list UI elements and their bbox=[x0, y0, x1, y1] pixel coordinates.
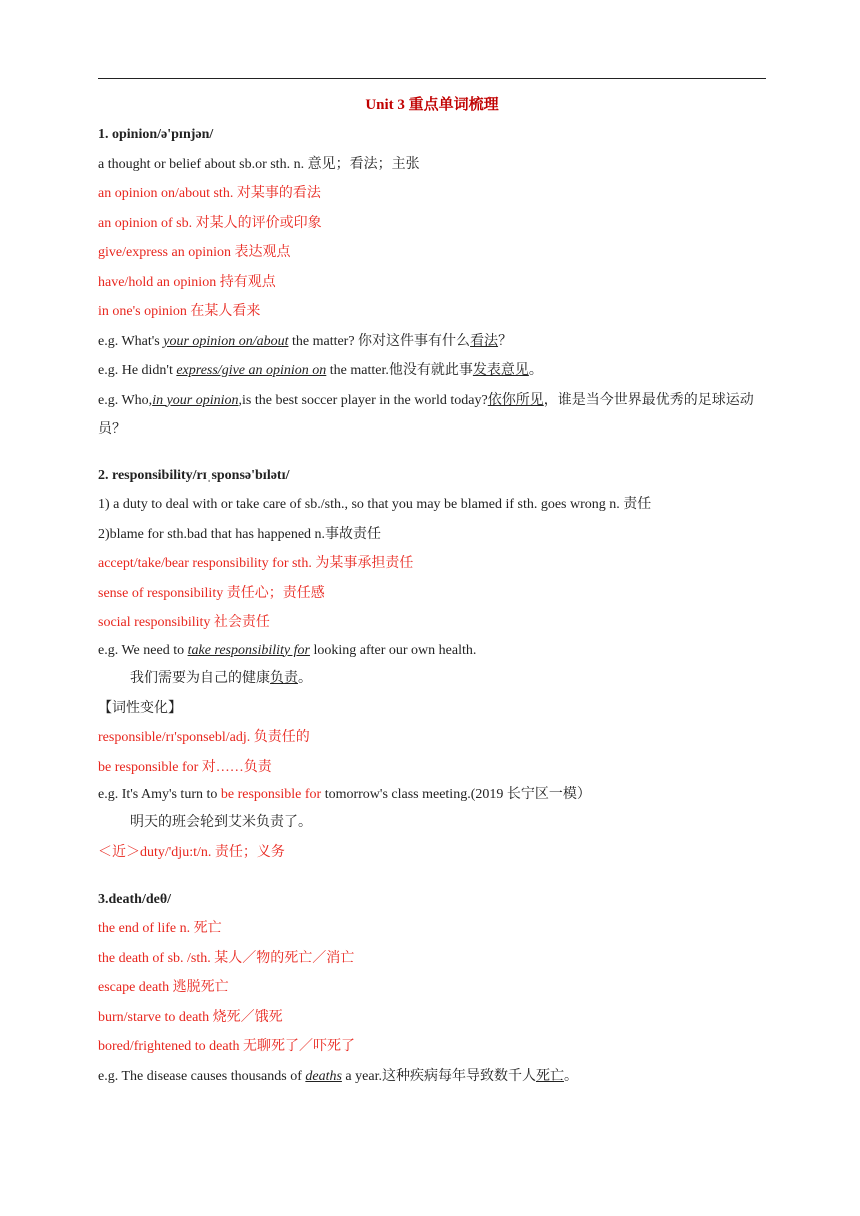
word-forms-heading: 【词性变化】 bbox=[98, 700, 182, 716]
definition: 1) a duty to deal with or take care of sb./sth., so that you may be blamed if sth. goes wrong n. 责任 bbox=[98, 497, 652, 512]
entry-heading-death: 3.death/deθ/ bbox=[98, 891, 172, 907]
example-sentence: e.g. He didn't express/give an opinion on the matter.他没有就此事发表意见。 bbox=[98, 363, 543, 378]
phrase: an opinion of sb. 对某人的评价或印象 bbox=[98, 215, 322, 231]
document-body bbox=[98, 94, 766, 1091]
example-sentence: e.g. Who,in your opinion,is the best soccer player in the world today?依你所见，谁是当今世界最优秀的足球运动员？ bbox=[98, 392, 754, 437]
phrase: escape death 逃脱死亡 bbox=[98, 980, 229, 995]
page-title: Unit 3 重点单词梳理 bbox=[365, 97, 499, 113]
entry-heading-opinion: 1. opinion/ə'pɪnjən/ bbox=[98, 127, 214, 142]
example-translation: 我们需要为自己的健康负责。 bbox=[130, 670, 312, 686]
phrase: the end of life n. 死亡 bbox=[98, 921, 222, 936]
example-translation: 明天的班会轮到艾米负责了。 bbox=[130, 815, 312, 830]
phrase: bored/frightened to death 无聊死了／吓死了 bbox=[98, 1039, 356, 1054]
definition: 2)blame for sth.bad that has happened n.事故责任 bbox=[98, 526, 382, 542]
phrase: sense of responsibility 责任心；责任感 bbox=[98, 585, 325, 601]
definition: a thought or belief about sb.or sth. n. 意见；看法；主张 bbox=[98, 156, 420, 172]
phrase: in one's opinion 在某人看来 bbox=[98, 304, 261, 319]
phrase: give/express an opinion 表达观点 bbox=[98, 245, 291, 260]
phrase: burn/starve to death 烧死／饿死 bbox=[98, 1009, 283, 1025]
phrase: accept/take/bear responsibility for sth. 为某事承担责任 bbox=[98, 556, 414, 571]
word-form: responsible/rɪ'sponsebl/adj. 负责任的 bbox=[98, 730, 310, 745]
phrase: an opinion on/about sth. 对某事的看法 bbox=[98, 186, 321, 201]
phrase: the death of sb. /sth. 某人／物的死亡／消亡 bbox=[98, 950, 355, 966]
example-sentence: e.g. We need to take responsibility for looking after our own health. bbox=[98, 642, 477, 658]
header-rule bbox=[98, 78, 766, 79]
phrase: have/hold an opinion 持有观点 bbox=[98, 274, 276, 290]
synonym: ＜近＞duty/'dju:t/n. 责任；义务 bbox=[98, 845, 285, 860]
entry-heading-responsibility: 2. responsibility/rɪˌsponsə'bɪlətɪ/ bbox=[98, 467, 290, 483]
example-sentence: e.g. It's Amy's turn to be responsible for tomorrow's class meeting.(2019 长宁区一模） bbox=[98, 787, 591, 802]
word-form: be responsible for 对……负责 bbox=[98, 759, 272, 775]
example-sentence: e.g. The disease causes thousands of deaths a year.这种疾病每年导致数千人死亡。 bbox=[98, 1068, 578, 1084]
phrase: social responsibility 社会责任 bbox=[98, 615, 270, 630]
example-sentence: e.g. What's your opinion on/about the matter? 你对这件事有什么看法？ bbox=[98, 333, 513, 349]
